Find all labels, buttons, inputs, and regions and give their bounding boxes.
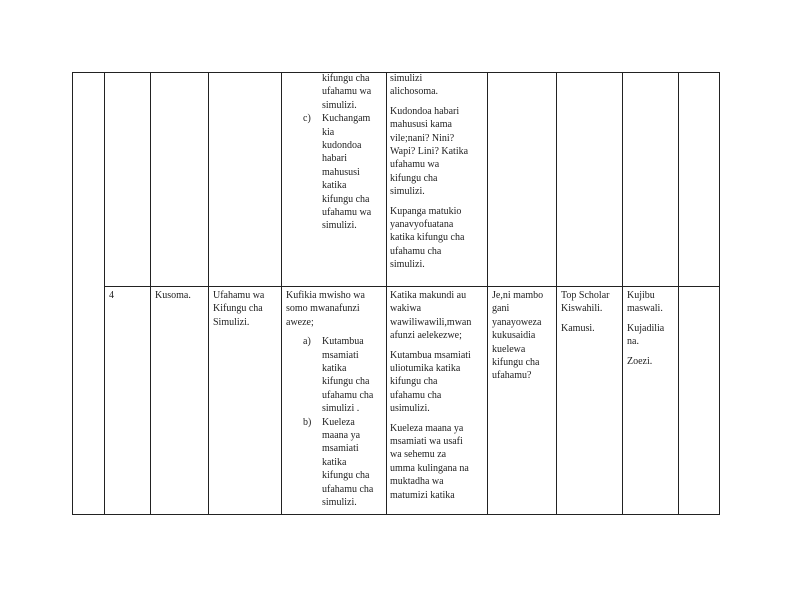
text-line: maswali.: [627, 303, 663, 315]
text-line: Kueleza: [322, 416, 355, 428]
text-line: msamiati wa usafi: [390, 436, 463, 448]
text-line: alichosoma.: [390, 86, 439, 98]
text-line: aweze;: [286, 316, 314, 328]
assessment-item: [627, 289, 677, 316]
text-line: Kujadilia: [627, 322, 665, 334]
assessment-item: [627, 322, 677, 349]
text-line: Kupanga matukio: [390, 205, 462, 217]
objective-text: [322, 112, 382, 233]
table-border-bottom: [72, 514, 720, 515]
cell-number: [109, 289, 147, 302]
objectives-intro: [286, 289, 384, 329]
text-line: kia: [322, 126, 335, 138]
column-divider: [281, 72, 282, 515]
table-border-right: [719, 72, 720, 515]
text-line: Kutambua msamiati: [390, 349, 471, 361]
text-line: wakiwa: [390, 303, 422, 315]
text-line: ufahamu?: [492, 370, 532, 382]
text-line: Katika makundi au: [390, 290, 467, 301]
assessment-item: [627, 355, 677, 368]
cell-objectives: [286, 289, 384, 510]
text-line: matumizi katika: [390, 489, 455, 501]
text-line: kifungu cha: [492, 357, 540, 369]
list-marker: b): [303, 416, 312, 428]
cell-sub-strand: [213, 289, 280, 329]
text-line: yanavyofuatana: [390, 219, 454, 231]
text-line: msamiati: [322, 349, 359, 361]
text-line: kifungu cha: [390, 172, 438, 184]
cell-resources: [561, 289, 621, 335]
text-line: ufahamu wa: [322, 86, 372, 98]
text-line: kifungu cha: [390, 376, 438, 388]
scheme-of-work-table: [72, 72, 720, 515]
text-line: uliotumika katika: [390, 363, 461, 375]
text-line: ufahamu wa: [322, 207, 372, 219]
column-divider: [104, 72, 105, 515]
text-line: wawiliwawili,mwan: [390, 316, 472, 328]
column-divider: [556, 72, 557, 515]
objective-item: [286, 112, 384, 233]
column-divider: [487, 72, 488, 515]
text-line: simulizi.: [322, 99, 357, 111]
text-line: ufahamu cha: [390, 389, 442, 401]
text-line: kifungu cha: [322, 193, 370, 205]
text-line: Kuchangam: [322, 113, 371, 125]
text-line: katika kifungu cha: [390, 232, 465, 244]
text-line: Kamusi.: [561, 322, 595, 334]
objective-text: [322, 416, 382, 510]
activity-paragraph: [390, 105, 485, 199]
column-divider: [150, 72, 151, 515]
table-border-left: [72, 72, 73, 515]
text-line: ufahamu cha: [390, 245, 442, 257]
text-line: Kiswahili.: [561, 303, 603, 315]
text-line: simulizi.: [322, 220, 357, 232]
text-line: wa sehemu za: [390, 449, 447, 461]
text-line: mahususi kama: [390, 119, 452, 131]
text-line: mahususi: [322, 166, 360, 178]
text-line: kukusaidia: [492, 330, 536, 342]
column-divider: [622, 72, 623, 515]
text-line: ufahamu cha: [322, 389, 374, 401]
text-line: vile;nani? Nini?: [390, 132, 455, 144]
cell-objectives-continued: [286, 72, 384, 233]
resource-item: [561, 289, 621, 316]
resource-item: [561, 322, 621, 335]
text-line: usimulizi.: [390, 403, 430, 415]
text-line: simulizi: [390, 73, 423, 84]
cell-activities-continued: [390, 72, 485, 272]
objective-item: [286, 72, 384, 112]
text-line: yanayoweza: [492, 316, 542, 328]
text-line: Kudondoa habari: [390, 105, 460, 117]
text-line: simulizi.: [390, 186, 425, 198]
activity-paragraph: [390, 349, 485, 416]
text-line: na.: [627, 336, 639, 348]
text-line: kudondoa: [322, 140, 362, 152]
column-divider: [208, 72, 209, 515]
text-line: katika: [322, 363, 347, 375]
text-line: Ufahamu wa: [213, 290, 265, 301]
text-line: Kujibu: [627, 290, 655, 301]
list-marker: c): [303, 113, 311, 125]
row-number: 4: [109, 290, 114, 301]
text-line: Kutambua: [322, 336, 364, 348]
row-divider: [104, 286, 720, 287]
text-line: kifungu cha: [322, 470, 370, 482]
text-line: Simulizi.: [213, 316, 250, 328]
text-line: kifungu cha: [322, 73, 370, 84]
text-line: msamiati: [322, 443, 359, 455]
cell-assessment: [627, 289, 677, 368]
cell-key-inquiry: [492, 289, 554, 383]
text-line: somo mwanafunzi: [286, 303, 360, 315]
objective-item: [286, 416, 384, 510]
cell-activities: [390, 289, 485, 502]
text-line: Je,ni mambo: [492, 290, 544, 301]
activity-paragraph: [390, 422, 485, 502]
text-line: Wapi? Lini? Katika: [390, 146, 469, 158]
text-line: simulizi.: [322, 497, 357, 509]
list-marker: a): [303, 336, 311, 348]
objective-text: [322, 72, 382, 112]
text-line: Top Scholar: [561, 290, 610, 301]
column-divider: [386, 72, 387, 515]
text-line: Kufikia mwisho wa: [286, 290, 365, 301]
text-line: gani: [492, 303, 510, 315]
objective-text: [322, 335, 382, 415]
text-line: ufahamu cha: [322, 483, 374, 495]
text-line: simulizi.: [390, 259, 425, 271]
text-line: katika: [322, 180, 347, 192]
column-divider: [678, 72, 679, 515]
activity-paragraph: [390, 289, 485, 343]
activity-paragraph: [390, 205, 485, 272]
activity-paragraph: [390, 72, 485, 99]
text-line: kuelewa: [492, 343, 526, 355]
strand-text: Kusoma.: [155, 290, 191, 301]
text-line: muktadha wa: [390, 476, 444, 488]
text-line: Zoezi.: [627, 355, 653, 367]
text-line: ufahamu wa: [390, 159, 440, 171]
objective-item: [286, 335, 384, 415]
text-line: umma kulingana na: [390, 462, 469, 474]
cell-strand: [155, 289, 207, 302]
text-line: kifungu cha: [322, 376, 370, 388]
text-line: Kifungu cha: [213, 303, 263, 315]
text-line: habari: [322, 153, 347, 165]
text-line: maana ya: [322, 430, 361, 442]
text-line: katika: [322, 456, 347, 468]
text-line: Kueleza maana ya: [390, 422, 464, 434]
text-line: simulizi .: [322, 403, 360, 415]
text-line: afunzi aelekezwe;: [390, 330, 462, 342]
